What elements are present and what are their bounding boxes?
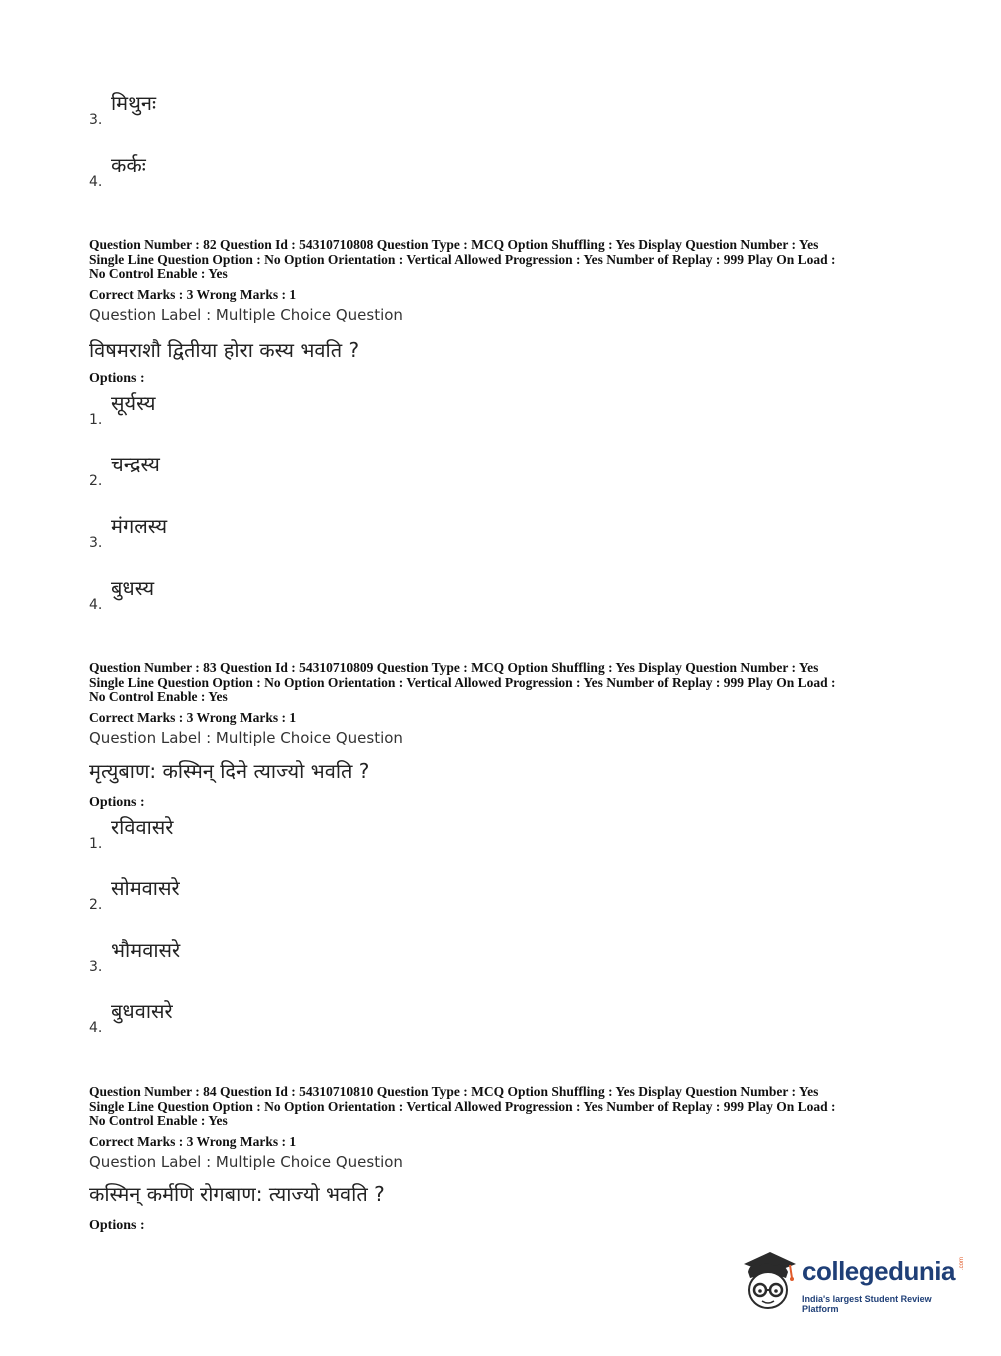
option-number: 3. bbox=[89, 112, 103, 128]
question-82-label: Question Label : Multiple Choice Question bbox=[89, 306, 403, 324]
question-84-options-label: Options : bbox=[89, 1218, 145, 1233]
meta-line: Single Line Question Option : No Option Orientation : Vertical Allowed Progression : Yes Number of Replay : 999 Play On Load : bbox=[89, 251, 836, 267]
question-82-meta bbox=[89, 238, 919, 282]
option-text: भौमवासरे bbox=[111, 938, 181, 962]
question-83-meta bbox=[89, 661, 919, 705]
meta-line: No Control Enable : Yes bbox=[89, 1113, 228, 1128]
meta-line: Question Number : 82 Question Id : 54310710808 Question Type : MCQ Option Shuffling : Yes Display Question Number : Yes bbox=[89, 237, 819, 252]
question-84-text: कस्मिन् कर्मणि रोगबाण: त्याज्यो भवति ? bbox=[89, 1182, 385, 1206]
option-text: रविवासरे bbox=[111, 815, 174, 839]
option-text: बुधवासरे bbox=[111, 999, 173, 1023]
option-text: चन्द्रस्य bbox=[111, 452, 160, 476]
question-82-options-label: Options : bbox=[89, 371, 145, 386]
meta-line: Question Number : 84 Question Id : 54310710810 Question Type : MCQ Option Shuffling : Yes Display Question Number : Yes bbox=[89, 1084, 819, 1099]
graduate-mascot-icon bbox=[740, 1248, 798, 1314]
question-82-marks: Correct Marks : 3 Wrong Marks : 1 bbox=[89, 287, 297, 302]
meta-line: No Control Enable : Yes bbox=[89, 689, 228, 704]
option-number: 4. bbox=[89, 1020, 103, 1036]
meta-line: Question Number : 83 Question Id : 54310710809 Question Type : MCQ Option Shuffling : Yes Display Question Number : Yes bbox=[89, 660, 819, 675]
option-text: मिथुनः bbox=[111, 91, 157, 115]
meta-line: No Control Enable : Yes bbox=[89, 266, 228, 281]
option-number: 4. bbox=[89, 597, 103, 613]
question-83-text: मृत्युबाण: कस्मिन् दिने त्याज्यो भवति ? bbox=[89, 759, 370, 783]
option-text: मंगलस्य bbox=[111, 514, 168, 538]
question-83-marks: Correct Marks : 3 Wrong Marks : 1 bbox=[89, 710, 297, 725]
option-number: 2. bbox=[89, 897, 103, 913]
meta-line: Single Line Question Option : No Option Orientation : Vertical Allowed Progression : Yes Number of Replay : 999 Play On Load : bbox=[89, 1098, 836, 1114]
option-number: 4. bbox=[89, 174, 103, 190]
question-84-label: Question Label : Multiple Choice Question bbox=[89, 1153, 403, 1171]
question-84-marks: Correct Marks : 3 Wrong Marks : 1 bbox=[89, 1134, 297, 1149]
logo-name: collegedunia bbox=[802, 1256, 955, 1286]
option-text: सोमवासरे bbox=[111, 876, 180, 900]
option-number: 1. bbox=[89, 836, 103, 852]
question-83-options-label: Options : bbox=[89, 795, 145, 810]
option-number: 2. bbox=[89, 473, 103, 489]
question-83-label: Question Label : Multiple Choice Question bbox=[89, 729, 403, 747]
option-text: बुधस्य bbox=[111, 576, 155, 600]
logo-suffix: .com bbox=[959, 1256, 965, 1270]
option-number: 3. bbox=[89, 535, 103, 551]
meta-line: Single Line Question Option : No Option Orientation : Vertical Allowed Progression : Yes Number of Replay : 999 Play On Load : bbox=[89, 674, 836, 690]
question-82-text: विषमराशौ द्वितीया होरा कस्य भवति ? bbox=[89, 338, 360, 362]
option-text: सूर्यस्य bbox=[111, 391, 156, 415]
option-number: 1. bbox=[89, 412, 103, 428]
logo-tagline: India's largest Student Review Platform bbox=[802, 1294, 932, 1314]
option-number: 3. bbox=[89, 959, 103, 975]
question-84-meta bbox=[89, 1085, 919, 1129]
collegedunia-logo bbox=[740, 1248, 970, 1314]
option-text: कर्कः bbox=[111, 153, 146, 177]
